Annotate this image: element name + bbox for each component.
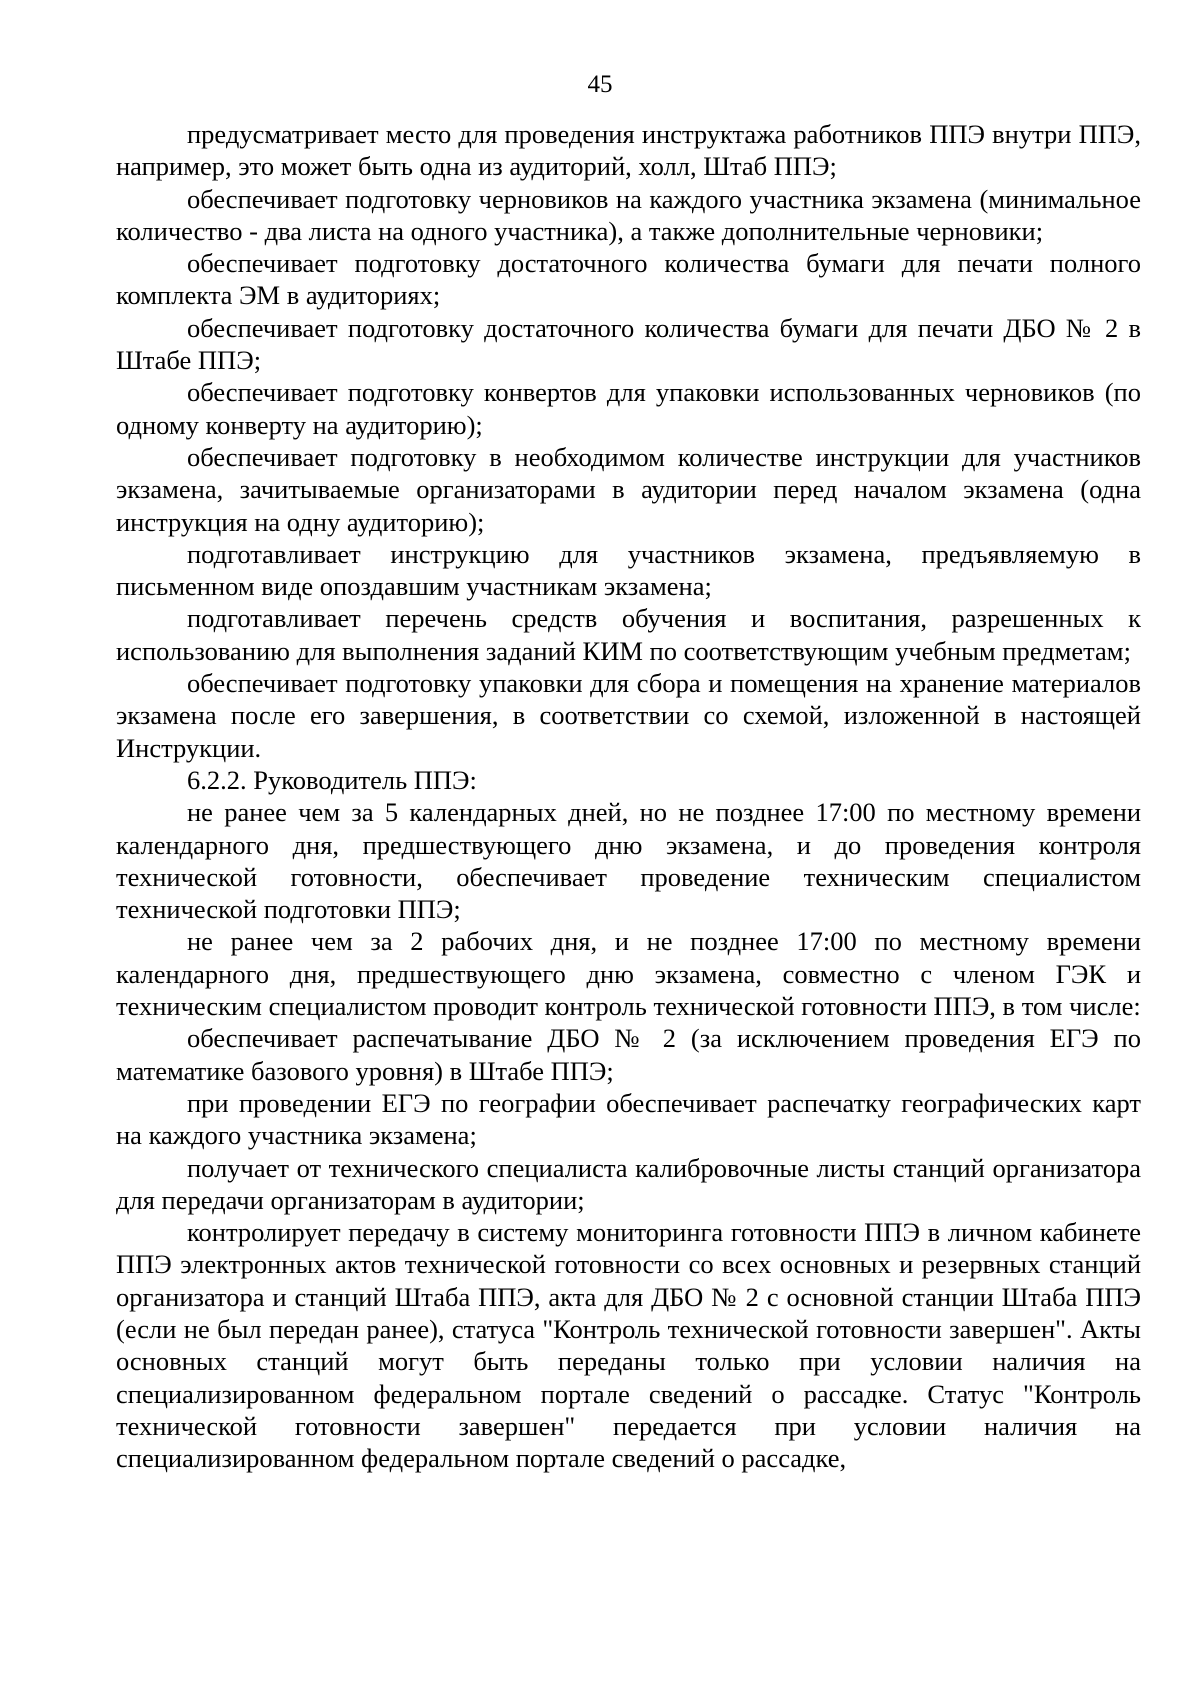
paragraph: подготавливает инструкцию для участников экзамена, предъявляемую в письменном виде опоздавшим участникам экзамена; (116, 538, 1141, 602)
paragraph: обеспечивает подготовку упаковки для сбора и помещения на хранение материалов экзамена после его завершения, в соответствии со схемой, изложенной в настоящей Инструкции. (116, 668, 1141, 763)
paragraph: обеспечивает подготовку достаточного количества бумаги для печати полного комплекта ЭМ в аудиториях; (116, 248, 1141, 311)
section-heading: 6.2.2. Руководитель ППЭ: (187, 764, 477, 795)
paragraph: контролирует передачу в систему мониторинга готовности ППЭ в личном кабинете ППЭ электронных актов технической готовности со всех основных и резервных станций организатора и станций Штаба ППЭ, акта для ДБО № 2 с основной станции Штаба ППЭ (если не был передан ранее), статуса "Контроль технической готовности завершен". Акты основных станций могут быть переданы только при условии наличия на специализированном федеральном портале сведений о рассадке. Статус "Контроль технической готовности завершен" передается при условии наличия на специализированном федеральном портале сведений о рассадке, (116, 1217, 1141, 1474)
paragraph: не ранее чем за 2 рабочих дня, и не позднее 17:00 по местному времени календарного дня, предшествующего дню экзамена, совместно с членом ГЭК и техническим специалистом проводит контроль технической готовности ППЭ, в том числе: (116, 926, 1141, 1022)
paragraph: обеспечивает подготовку в необходимом количестве инструкции для участников экзамена, зачитываемые организаторами в аудитории перед началом экзамена (одна инструкция на одну аудиторию); (116, 441, 1141, 537)
paragraph: обеспечивает подготовку конвертов для упаковки использованных черновиков (по одному конверту на аудиторию); (116, 377, 1141, 440)
paragraph: при проведении ЕГЭ по географии обеспечивает распечатку географических карт на каждого участника экзамена; (116, 1087, 1141, 1151)
paragraph: обеспечивает подготовку черновиков на каждого участника экзамена (минимальное количество - два листа на одного участника), а также дополнительные черновики; (116, 183, 1141, 246)
paragraph: подготавливает перечень средств обучения и воспитания, разрешенных к использованию для выполнения заданий КИМ по соответствующим учебным предметам; (116, 603, 1141, 666)
page-number: 45 (587, 71, 613, 98)
paragraph: не ранее чем за 5 календарных дней, но не позднее 17:00 по местному времени календарного дня, предшествующего дню экзамена, и до проведения контроля технической готовности, обеспечивает проведение техническим специалистом технической подготовки ППЭ; (116, 797, 1141, 925)
paragraph: получает от технического специалиста калибровочные листы станций организатора для передачи организаторам в аудитории; (116, 1152, 1141, 1215)
paragraph: предусматривает место для проведения инструктажа работников ППЭ внутри ППЭ, например, это может быть одна из аудиторий, холл, Штаб ППЭ; (116, 119, 1141, 182)
paragraph: обеспечивает подготовку достаточного количества бумаги для печати ДБО № 2 в Штабе ППЭ; (116, 312, 1141, 376)
paragraph: обеспечивает распечатывание ДБО № 2 (за исключением проведения ЕГЭ по математике базового уровня) в Штабе ППЭ; (116, 1023, 1141, 1086)
document-body (116, 118, 1141, 1474)
